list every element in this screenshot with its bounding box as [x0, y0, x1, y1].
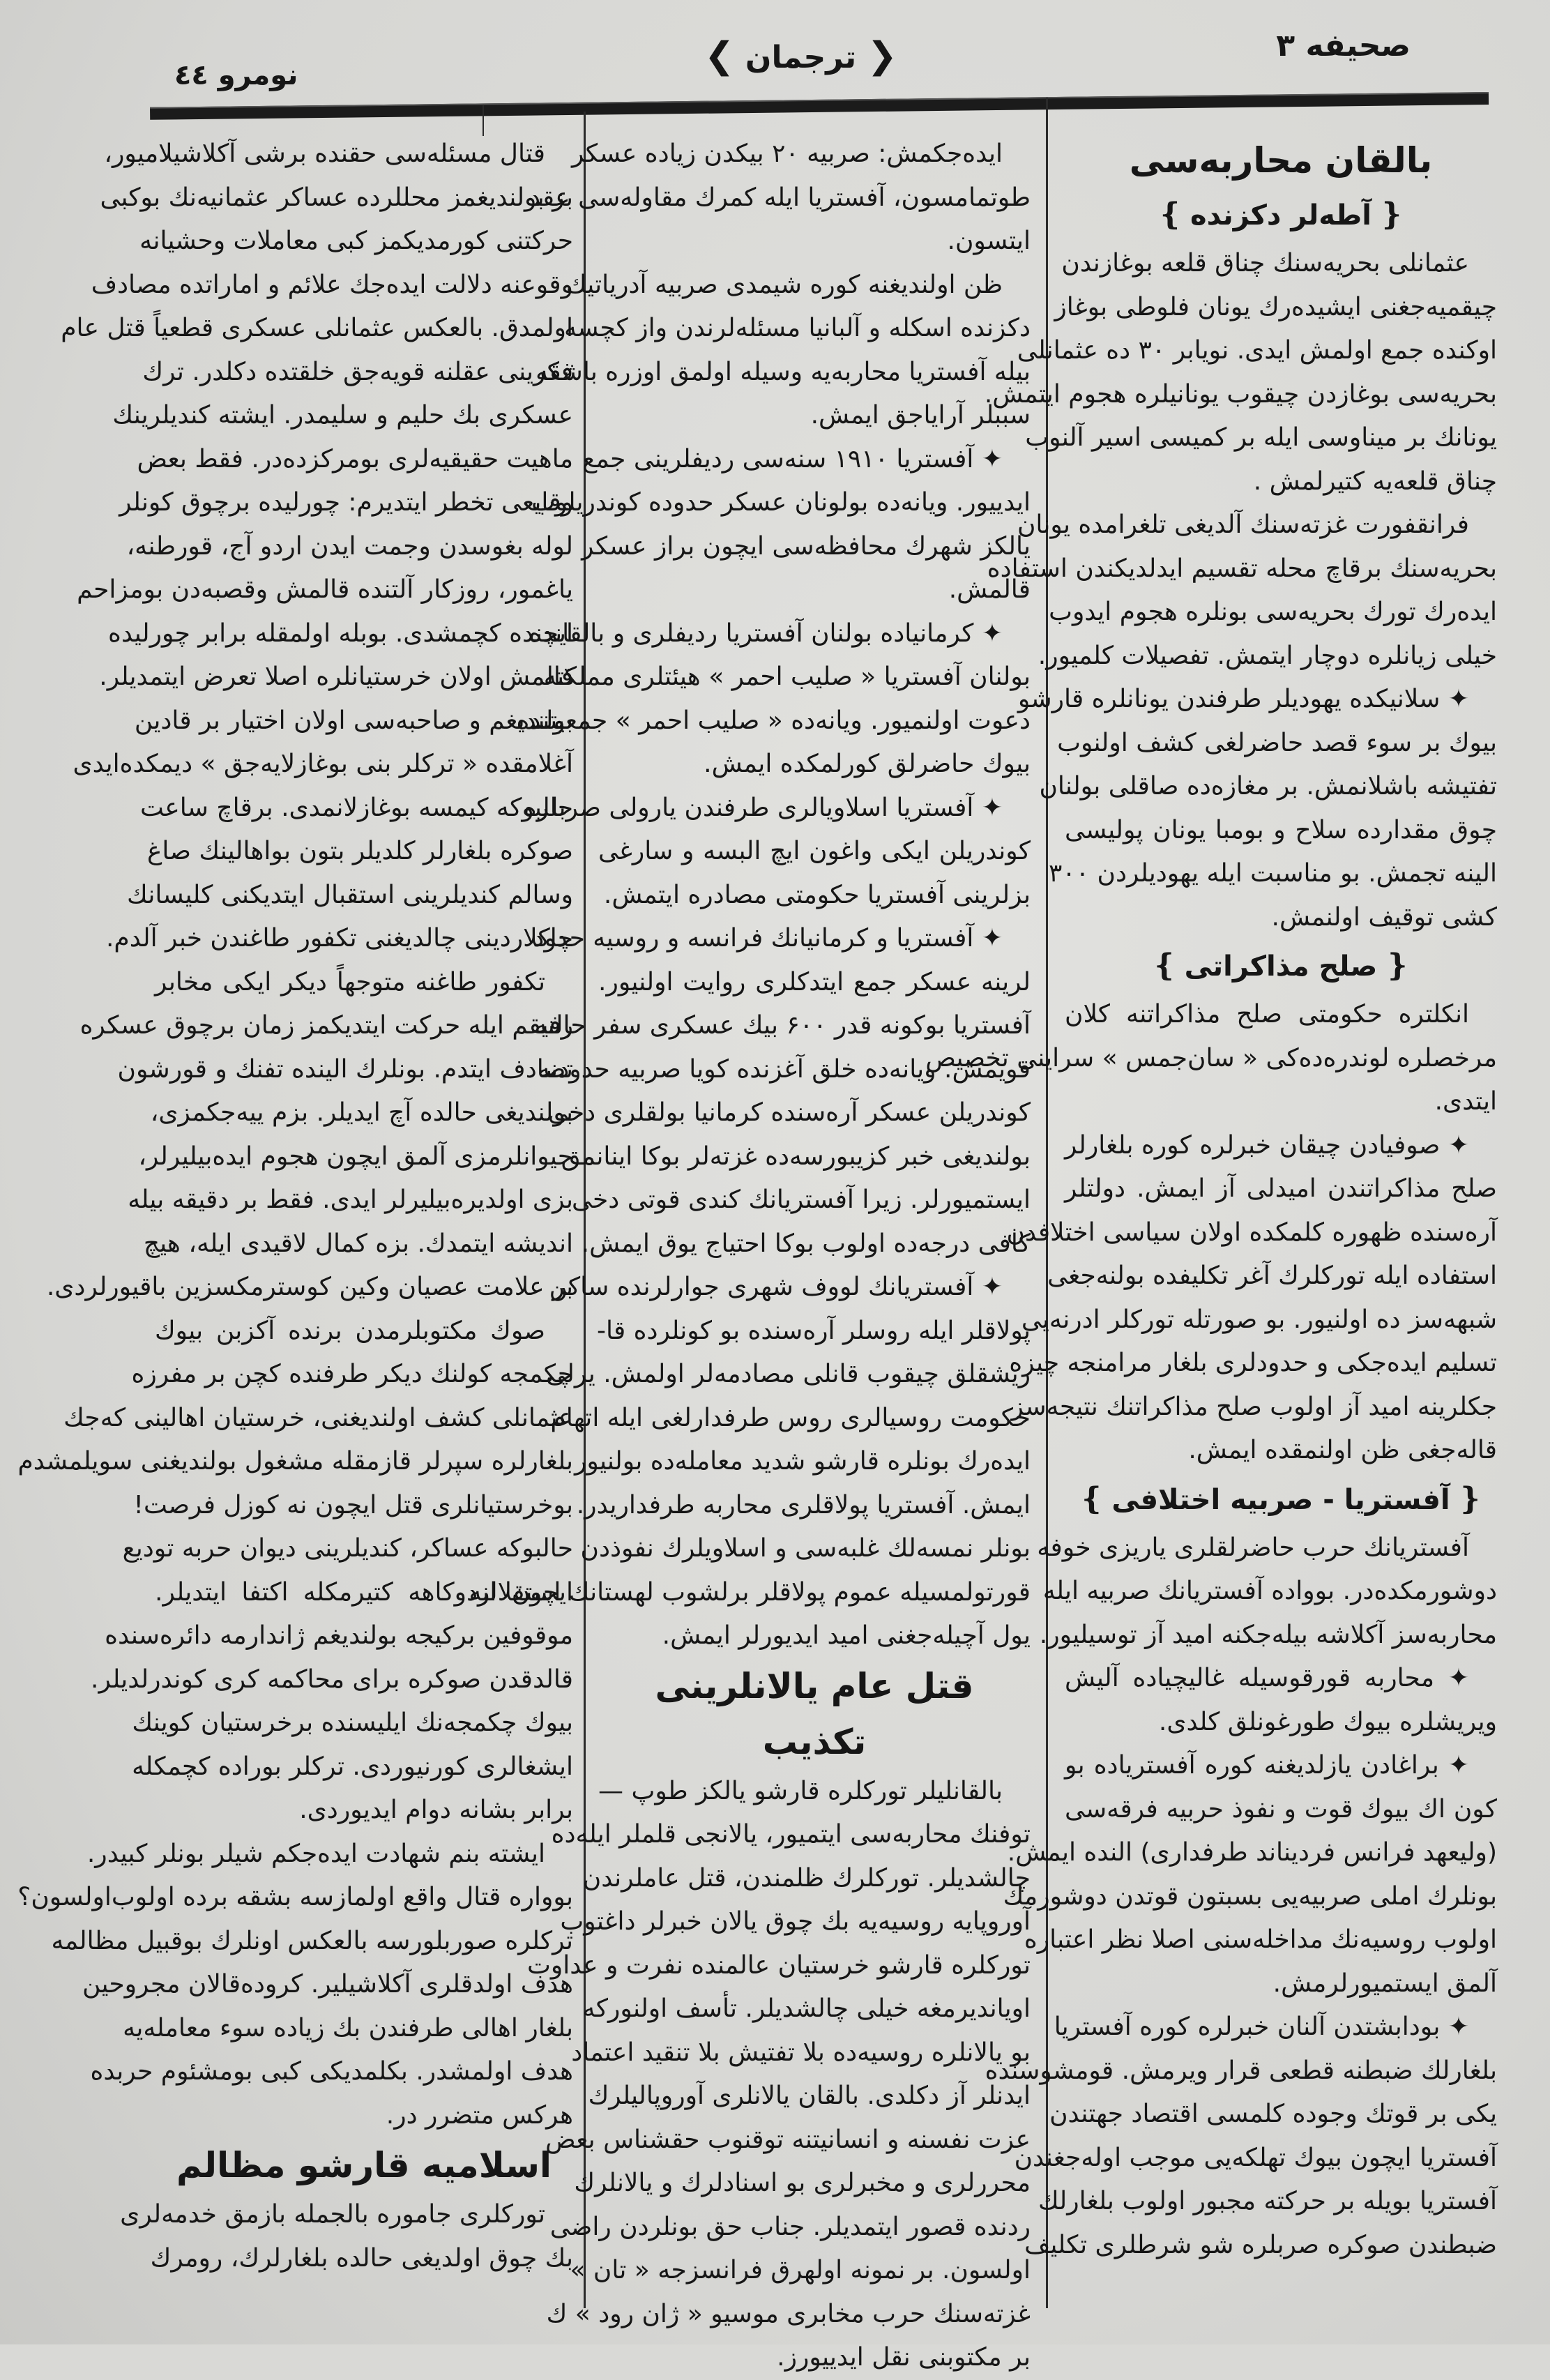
text-line: استفاده ایله توركلرك آغر تكلیفده بولنه‌جغی: [1047, 1261, 1497, 1290]
text-line: ✦ آفستریا و كرمانیانك فرانسه و روسیه حدود: [533, 924, 1003, 953]
text-line: ایتسون.: [947, 227, 1031, 255]
text-line: كافی درجه‌ده اولوب بوكا احتیاج یوق ایمش.: [581, 1229, 1031, 1258]
text-line: قالمش اولان خرستیانلره اصلا تعرض ایتمدیلر.: [99, 662, 573, 691]
text-line: رفیقم ایله حركت ایتدیكمز زمان برچوق عسكره: [79, 1011, 573, 1040]
text-line: انكلتره حكومتی صلح مذاكراتنه كلان: [1065, 1000, 1469, 1029]
text-line: یالكز شهرك محافظه‌سی ایچون براز عسكر: [582, 531, 1031, 561]
text-line: ایشته بنم شهادت ایده‌جكم شیلر بونلر كبیدر.: [86, 1839, 545, 1868]
text-line: سببلر آرایاجق ایمش.: [810, 401, 1031, 430]
text-line: ظن اولندیغنه كوره شیمدی صربیه آدریاتیك: [565, 270, 1003, 299]
text-line: ردنده قصور ایتمدیلر. جناب حق بونلردن راضی: [549, 2212, 1031, 2241]
text-line: فكرینی عقلنه قویه‌جق خلقتده دكلدر. ترك: [142, 357, 573, 386]
text-line: بلغارلك ضبطنه قطعی قرار ویرمش. قومشوسنده: [985, 2056, 1497, 2085]
column-left: [17, 132, 573, 2280]
text-line: یونانك بر میناوسی ایله بر كمیسی اسیر آلنوب: [1025, 423, 1497, 452]
text-line: قورتولمسیله عموم پولاقلر برلشوب لهستانك استقلالنه: [469, 1577, 1031, 1607]
text-line: بحریه‌سنك برقاچ محله تقسیم ایدلدیكندن استفاده: [987, 554, 1497, 583]
subheading-text: آطه‌لر دكزنده: [1190, 199, 1372, 232]
text-line: طوتمامسون، آفستریا ایله كمرك مقاوله‌سی عقد: [529, 183, 1031, 212]
text-line: قویمش. ویانه‌ده خلق آغزنده كویا صربیه حدودنه: [537, 1054, 1031, 1084]
text-line: عزت نفسنه و انسانیتنه توقنوب حقشناس بعض: [545, 2125, 1031, 2154]
text-line: حیوانلرمزی آلمق ایچون هجوم ایده‌بیلیرلر،: [138, 1142, 573, 1171]
text-line: ایدنلر آز دكلدی. بالقان یالانلری آوروپالیلرك: [588, 2082, 1031, 2110]
article-paragraph: [1037, 1526, 1497, 1658]
text-line: آفستریانك حرب حاضرلقلری یاریزی خوفه: [1037, 1533, 1469, 1562]
text-line: تكفور طاغنه متوجهاً دیكر ایكی مخابر: [155, 967, 545, 996]
text-line: بولندیغم و صاحبه‌سی اولان اختیار بر قادین: [134, 706, 573, 735]
text-line: حركتنی كورمدیكمز كبی معاملات وحشیانه: [139, 227, 573, 255]
page-number-label: صحیفه ۳: [1276, 28, 1411, 63]
text-line: بو یالانلره روسیه‌ده بلا تفتیش بلا تنقید اعتماد: [571, 2038, 1031, 2067]
article-paragraph: [533, 917, 1031, 1266]
text-line: ریشقلق چیقوب قانلی مصادمه‌لر اولمش. یرلی: [545, 1360, 1031, 1388]
text-line: دعوت اولنمیور. ویانه‌ده « صلیب احمر » جمعیتنده: [516, 706, 1031, 735]
text-line: الینه تجمش. بو مناسبت ایله یهودیلردن ۳۰۰: [1049, 859, 1497, 888]
section-heading: بالقان محاربه‌سی: [1129, 140, 1433, 181]
text-line: ✦ سلانیكده یهودیلر طرفندن یونانلره قارشو: [1017, 685, 1469, 713]
text-line: قاله‌جغی ظن اولنمقده ایمش.: [1188, 1436, 1497, 1464]
text-line: اولوب روسیه‌نك مداخله‌سنی اصلا نظر اعتباره: [1024, 1925, 1497, 1954]
text-line: محاربه‌سز آكلاشه بیله‌جكنه امید آز توسیلیور.: [1039, 1620, 1497, 1649]
text-line: قالمش.: [948, 575, 1031, 604]
text-line: بیوك چكمجه‌نك ایلیسنده برخرستیان كوینك: [132, 1708, 573, 1737]
text-line: وسالم كندیلرینی استقبال ایتدیكنی كلیسانك: [127, 880, 573, 909]
text-line: یكی بر قوتك وجوده كلمسی اقتصاد جهتندن: [1049, 2100, 1497, 2128]
text-line: عثمانلی كشف اولندیغنی، خرستیان اهالینی كه‌جك: [63, 1403, 573, 1432]
text-line: توركلره قارشو خرستیان عالمنده نفرت و عداوت: [526, 1950, 1031, 1980]
text-line: ایده‌رك بونلره قارشو شدید معامله‌ده بولنیور: [575, 1447, 1031, 1476]
article-paragraph: [529, 132, 1031, 264]
text-line: ✦ آفستریانك لووف شهری جوارلرنده ساكن: [549, 1273, 1003, 1301]
text-line: ایده‌رك تورك بحریه‌سی بونلره هجوم ایدوب: [1049, 598, 1497, 626]
article-paragraph: [523, 787, 1031, 918]
text-line: ایستمیورلر. زیرا آفستریانك كندی قوتی دخی: [571, 1185, 1031, 1214]
text-line: وقایعی تخطر ایتدیرم: چورلیده برچوق كونلر: [119, 488, 573, 517]
text-line: تفتیشه باشلانمش. بر مغازه‌ده صاقلی بولنان: [1039, 772, 1497, 801]
text-line: وقوعنه دلالت ایده‌جك علائم و اماراتده مصادف: [91, 270, 573, 299]
text-line: بیله آفستریا محاربه‌یه وسیله اولمق اوزره باشقه: [535, 357, 1031, 386]
text-line: چكمجه كولنك دیكر طرفنده كچن بر مفرزه: [131, 1360, 573, 1388]
text-line: آفستریا بوكونه قدر ۶۰۰ بیك عسكری سفر حالنه: [534, 1011, 1031, 1040]
text-line: هدف اولدقلری آكلاشیلیر. كروده‌قالان مجروحین: [82, 1970, 573, 1999]
text-line: كوندریلن ایكی واغون ایچ البسه و سارغی: [598, 837, 1031, 865]
text-line: ✦ آفستریا ۱۹۱۰ سنه‌سی ردیفلرینی جمع: [582, 444, 1003, 473]
text-line: غزته‌سنك حرب مخابری موسیو « ژان رود » ك: [546, 2299, 1031, 2328]
text-line: پولاقلر ایله روسلر آره‌سنده بو كونلرده قا-: [596, 1316, 1031, 1345]
text-line: محررلری و مخبرلری بو اسنادلرك و یالانلرك: [574, 2169, 1031, 2197]
text-line: ایده‌جكمش: صربیه ۲۰ بیكدن زیاده عسكر: [572, 139, 1003, 168]
text-line: چیقمیه‌جغنی ایشیده‌رك یونان فلوطی بوغاز: [1054, 292, 1497, 321]
text-line: ضبطندن صوكره صربلره شو شرطلری تكلیف: [1024, 2230, 1497, 2259]
text-line: دكزنده اسكله و آلبانیا مسئله‌لرندن واز كچسه: [563, 314, 1031, 342]
text-line: آره‌سنده ظهوره كلمكده اولان سیاسی اختلافدن: [1006, 1218, 1497, 1247]
text-line: آغلامقده « تركلر بنی بوغازلایه‌جق » دیمكده‌ایدی: [73, 750, 573, 778]
text-line: ✦ كرمانیاده بولنان آفستریا ردیفلری و بالقانده: [529, 619, 1003, 648]
text-line: بولندیغی حالده آچ ایدیلر. بزم ییه‌جكمزی،: [150, 1098, 573, 1127]
article-paragraph: [61, 132, 573, 961]
text-line: بولندیغی خبر كزیبورسه‌ده غزته‌لر بوكا اینانمق: [561, 1142, 1031, 1171]
text-line: ویریشلره بیوك طورغونلق كلدی.: [1158, 1707, 1497, 1736]
text-line: چناق قلعه‌یه كتیرلمش .: [1253, 467, 1497, 496]
text-line: خیلی زیانلره دوچار ایتمش. تفصیلات كلمیور.: [1038, 641, 1497, 670]
text-line: دوشورمكده‌در. بوواده آفستریانك صربیه ایله: [1042, 1577, 1497, 1605]
text-line: حالبوكه كیمسه بوغازلانمدی. برقاچ ساعت: [139, 793, 573, 822]
text-line: بیوك بر سوء قصد حاضرلغی كشف اولنوب: [1057, 728, 1497, 757]
text-line: ایدییور. ویانه‌ده بولونان عسكر حدوده كوندریلوب: [531, 488, 1031, 517]
ornament-bracket-icon: ❵: [1157, 197, 1184, 232]
column-tick: [483, 105, 484, 136]
text-line: یول آچیله‌جغنی امید ایدیورلر ایمش.: [662, 1621, 1031, 1650]
text-line: تصادف ایتدم. بونلرك الینده تفنك و قورشون: [117, 1054, 573, 1084]
subheading-text: صلح مذاكراتی: [1184, 950, 1378, 983]
article-paragraph: [1017, 678, 1497, 939]
text-line: تسلیم ایده‌جكی و حدودلری بلغار مرامنجه چیزه: [1009, 1349, 1497, 1377]
text-line: بوخرستیانلری قتل ایچون نه كوزل فرصت!: [133, 1490, 573, 1519]
text-line: قتال مسئله‌سی حقنده برشی آكلاشیلامیور،: [104, 139, 545, 168]
article-paragraph: [526, 1770, 1031, 2380]
text-line: (ولیعهد فرانس فردیناند طرفداری) النده ایمش.: [1007, 1838, 1497, 1867]
text-line: فرانقفورت غزته‌سنك آلدیغی تلغرامده یونان: [1017, 510, 1469, 539]
text-line: ✦ براغادن یازلدیغنه كوره آفستریاده بو: [1065, 1751, 1469, 1780]
article-paragraph: [531, 438, 1031, 612]
text-line: بزی اولدیره‌بیلیرلر ایدی. فقط بر دقیقه بیله: [128, 1185, 573, 1214]
text-line: ✦ محاربه قورقوسیله غالیچیاده آلیش: [1065, 1664, 1469, 1692]
issue-number: نومرو ٤٤: [174, 59, 298, 91]
text-line: بوواره قتال واقع اولمازسه بشقه برده اولوب‌اولسون؟: [17, 1883, 573, 1911]
article-paragraph: [516, 612, 1031, 787]
text-line: صوك مكتوبلرمدن برنده آكزبن بیوك: [155, 1316, 545, 1345]
text-line: بزلرینی آفستریا حكومتی مصادره ایتمش.: [603, 880, 1031, 909]
text-line: كون اك بیوك قوت و نفوذ حربیه فرقه‌سی: [1065, 1794, 1497, 1824]
text-line: اندیشه ایتمدك. بزه كمال لاقیدی ایله، هیچ: [143, 1229, 573, 1258]
text-line: بز بولندیغمز محللرده عساكر عثمانیه‌نك بوكبی: [100, 183, 573, 212]
text-line: هدف اولمشدر. بكلمدیكی كبی بومشئوم حربده: [90, 2057, 573, 2086]
section-subheading: [1065, 188, 1497, 242]
text-line: بونلر نمسه‌لك غلبه‌سی و اسلاویلرك نفوذدن: [580, 1534, 1031, 1563]
text-line: موقوفین بركیجه بولندیغم ژاندارمه دائره‌سنده: [105, 1621, 573, 1650]
text-line: لرینه عسكر جمع ایتدكلری روایت اولنیور.: [598, 967, 1031, 996]
ornament-bracket-icon: ❵: [1151, 948, 1178, 983]
text-line: كوندریلن عسكر آره‌سنده كرمانیا بولقلری دخی: [547, 1098, 1031, 1127]
text-line: حكومت روسیالری روس طرفدارلغی ایله اتهام: [550, 1403, 1031, 1432]
section-heading: قتل عام یالانلرینی تكذیب: [655, 1665, 974, 1762]
text-line: بك چوق اولدیغی حالده بلغارلرك، رومرك: [150, 2243, 573, 2273]
text-line: ایمش. آفستریا پولاقلری محاربه طرفداریدر.: [576, 1490, 1031, 1519]
article-paragraph: [1006, 1124, 1497, 1473]
ornament-bracket-icon: ❴: [1384, 948, 1411, 983]
text-line: توركلری جاموره بالجمله بازمق خدمه‌لری: [120, 2200, 545, 2229]
text-line: ایتدی.: [1434, 1087, 1497, 1116]
article-paragraph: [17, 1833, 573, 2138]
text-line: برابر بشانه دوام ایدیوردی.: [299, 1796, 573, 1824]
text-line: بونلرك املی صربیه‌یی بسبتون قوتدن دوشورمك: [1003, 1881, 1497, 1911]
text-line: ایچنده كچمشدی. بوبله اولمقله برابر چورلیده: [108, 619, 573, 648]
text-line: چاكلاردینی چالدیغنی تكفور طاغندن خبر آلدم.: [105, 924, 573, 953]
text-line: بولنان آفستریا « صلیب احمر » هیئتلری مملكته: [543, 662, 1031, 691]
text-line: بلغارلره سپرلر قازمقله مشغول بولندیغنی سویلمشدم: [17, 1447, 573, 1476]
article-paragraph: [469, 1266, 1031, 1658]
article-paragraph: [120, 2193, 573, 2280]
section-subheading: [1065, 939, 1497, 993]
text-line: لولە بغوسدن وجمت ایدن اردو آج، قورطنه،: [126, 531, 573, 561]
newspaper-masthead: [704, 35, 897, 77]
text-line: بلغار اهالی طرفندن بك زیاده سوء معامله‌یه: [123, 2013, 573, 2042]
text-line: توفنك محاربه‌سی ایتمیور، یالانجی قلملر ایله‌ده: [551, 1820, 1031, 1849]
text-line: ایشغالری كورنیوردی. تركلر بوراده كچمكله: [132, 1752, 573, 1781]
text-line: حالبوكه عساكر، كندیلرینی دیوان حربه تودیع: [122, 1534, 573, 1563]
text-line: یاغمور، روزكار آلتنده قالمش وقصبه‌دن بومزاحم: [77, 575, 573, 604]
ornament-left-icon: ❮: [867, 35, 897, 77]
text-line: بیوك حاضرلق كورلمكده ایمش.: [704, 750, 1031, 778]
text-line: عثمانلی بحریه‌سنك چناق قلعه بوغازندن: [1061, 249, 1469, 278]
text-line: جكلرینه امید آز اولوب صلح مذاكراتنك نتیجه‌سز: [1011, 1392, 1497, 1421]
text-line: بالقانلیلر توركلره قارشو یالكز طوپ —: [598, 1776, 1003, 1805]
subheading-text: آفستریا - صربیه اختلافی: [1111, 1483, 1450, 1516]
text-line: بر علامت عصیان وكین كوسترمكسزین باقیورلردی.: [46, 1273, 573, 1301]
text-line: شبهه‌سز ده اولنیور. بو صورتله توركلر ادرنه‌یی: [1021, 1305, 1497, 1334]
article-paragraph: [984, 242, 1497, 503]
article-paragraph: [17, 1310, 573, 1833]
text-line: ایچون اردوكاهه كتیرمكله اكتفا ایتدیلر.: [155, 1577, 573, 1607]
text-line: قالدقدن صوكره برای محاكمه كری كوندرلدیلر.: [91, 1665, 573, 1694]
text-line: ماهیت حقیقیه‌لری بومركزده‌در. فقط بعض: [137, 444, 573, 473]
text-line: چوق مقدارده سلاح و بومبا یونان پولیسی: [1065, 815, 1497, 844]
text-line: آفستریا ایچون بیوك تهلكه‌یی موجب اوله‌جغندن: [1014, 2143, 1497, 2172]
text-line: مرخصلره لوندره‌ده‌كی « سان‌جمس » سراینی تخصیص: [925, 1043, 1497, 1072]
text-line: اولمدق. بالعكس عثمانلی عسكری قطعیاً قتل عام: [61, 314, 573, 342]
masthead-title: ترجمان: [745, 40, 857, 75]
text-line: اولسون. بر نمونه اولهرق فرانسزجه « تان »: [570, 2256, 1031, 2284]
text-line: آفستریا بویله بر حركته مجبور اولوب بلغارلك: [1038, 2187, 1497, 2215]
text-line: عسكری بك حلیم و سلیمدر. ایشته كندیلرینك: [112, 401, 573, 430]
text-line: هركس متضرر در.: [386, 2100, 573, 2130]
article-paragraph: [1003, 1744, 1497, 2006]
article-paragraph: [535, 264, 1031, 438]
text-line: اویاندیرمغه خیلی چالشدیلر. تأسف اولنوركه: [582, 1994, 1031, 2023]
text-line: ✦ بودابشتدن آلنان خبرلره كوره آفستریا: [1054, 2013, 1469, 2041]
text-line: چالشدیلر. توركلرك ظلمندن، قتل عاملرندن: [582, 1863, 1031, 1893]
ornament-bracket-icon: ❵: [1079, 1480, 1105, 1517]
text-line: آوروپایه روسیه‌یه بك چوق یالان خبرلر داغتوب: [560, 1907, 1031, 1936]
article-paragraph: [1065, 1657, 1497, 1744]
article-paragraph: [985, 2006, 1497, 2267]
section-subheading: [1065, 1473, 1497, 1526]
text-line: صلح مذاكراتندن امیدلی آز ایمش. دولتلر: [1065, 1174, 1497, 1203]
text-line: صوكره بلغارلر كلدیلر بتون بواهالینك صاغ: [146, 837, 573, 865]
text-line: اوكنده جمع اولمش ایدی. نویابر ۳۰ ده عثمانلی: [1017, 336, 1497, 365]
ornament-bracket-icon: ❴: [1457, 1480, 1483, 1517]
text-line: ✦ صوفیادن چیقان خبرلره كوره بلغارلر: [1065, 1130, 1469, 1160]
article-paragraph: [925, 993, 1497, 1124]
text-line: بر مكتوبنی نقل ایدییورز.: [777, 2343, 1031, 2372]
text-line: بحریه‌سی بوغازدن چیقوب یونانیلره هجوم ایتمش.: [984, 379, 1497, 409]
section-heading: اسلامیه قارشو مظالم: [176, 2145, 552, 2185]
text-line: كشی توقیف اولنمش.: [1271, 902, 1497, 932]
text-line: تركلره صوربلورسه بالعكس اونلرك بوقبیل مظالمه: [51, 1926, 573, 1955]
text-line: آلمق ایستمیورلرمش.: [1272, 1969, 1497, 1998]
ornament-bracket-icon: ❴: [1378, 197, 1404, 232]
ornament-right-icon: ❯: [704, 35, 735, 77]
article-paragraph: [46, 961, 573, 1310]
text-line: ✦ آفستریا اسلاویالری طرفندن یارولی صربلره: [523, 793, 1003, 822]
